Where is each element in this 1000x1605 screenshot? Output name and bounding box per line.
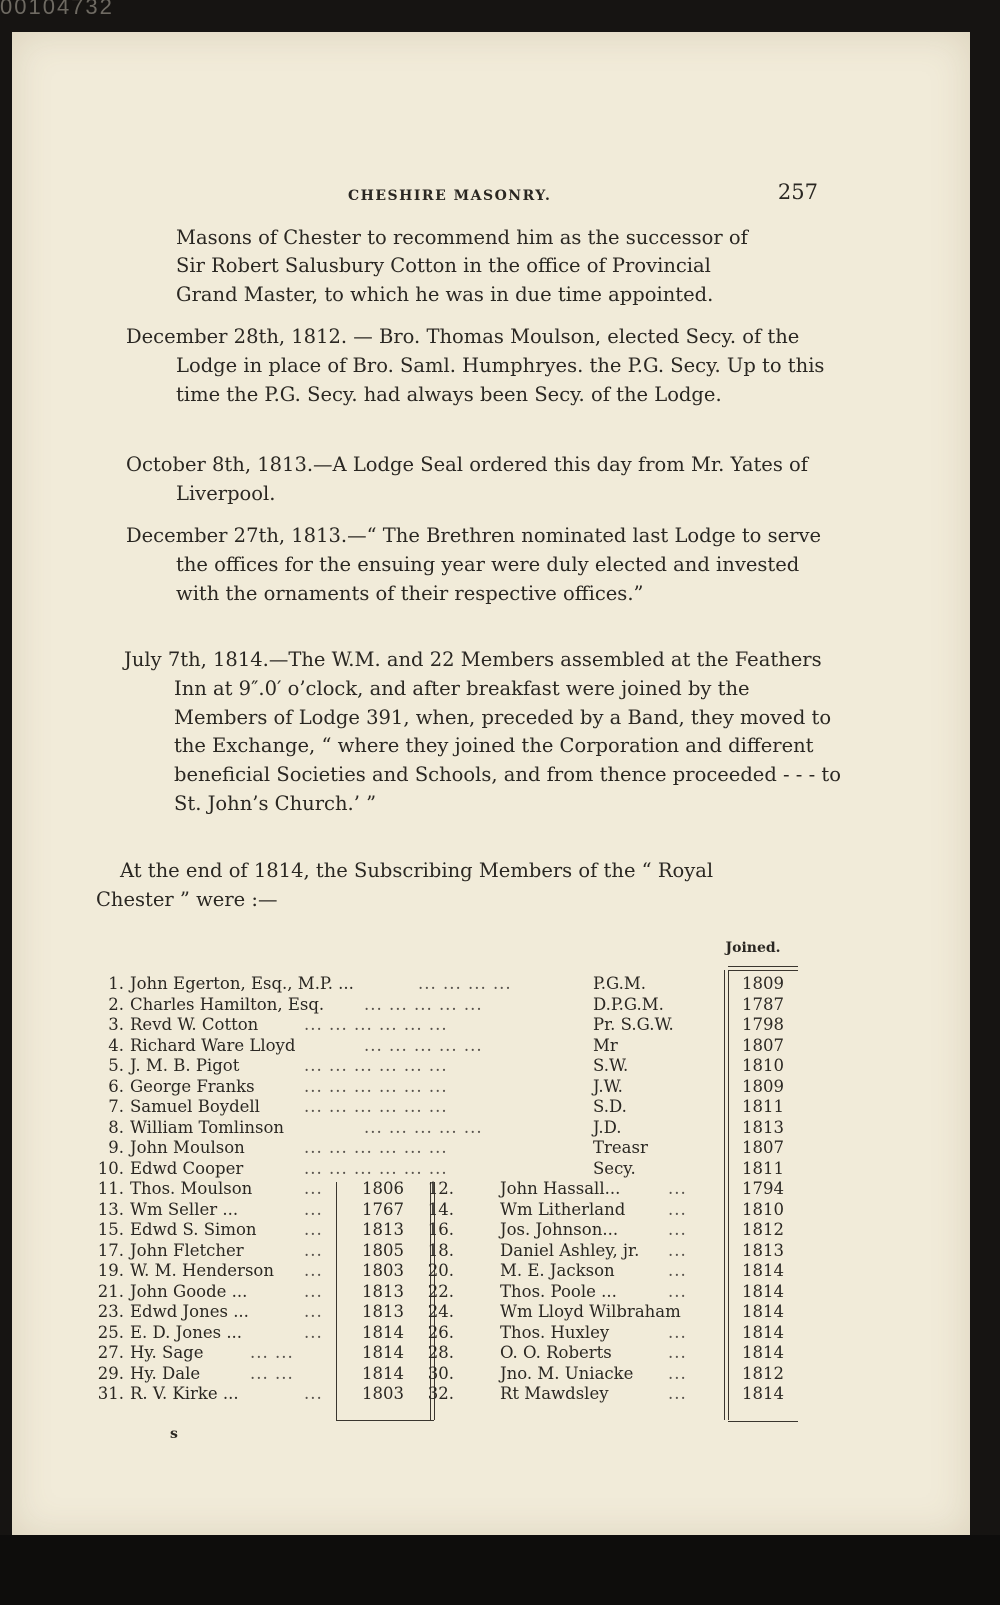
entry-text: W.M. and 22 Members assembled at the Feathers Inn at 9″.0′ o’clock, and after breakfast were joined by the Members of Lodge 391, when, preceded by a Band, they moved to the Exchange, “ where they joined the Corporation and different beneficial Societies and Schools, and from thence proceeded - - - to St. John’s Church.’ ” [174,648,841,815]
joined-column-header: Joined. [725,940,781,956]
officer-row: 3. Revd W. Cotton ... ... ... ... ... ... Pr. S.G.W. 1798 [108,1015,784,1034]
officer-row: 4. Richard Ware Lloyd ... ... ... ... ... Mr 1807 [108,1035,784,1055]
entry-text: Lodge Seal ordered this day from Mr. Yates of Liverpool. [176,453,809,505]
joined-rule-top [728,966,798,967]
officer-row: 5. J. M. B. Pigot ... ... ... ... ... ... S.W. 1810 [108,1056,784,1075]
minute-entry-1812-12-28 [126,323,846,409]
officer-row: 2. Charles Hamilton, Esq. ... ... ... ... ... D.P.G.M. 1787 [108,994,784,1014]
page-header [348,180,818,210]
closing-paragraph: At the end of 1814, the Subscribing Members of the “ Royal Chester ” were :— [96,859,714,911]
entry-date: October 8th, 1813.—A [126,453,347,476]
scan-bottom-edge [0,1535,1000,1605]
officer-row: 1. John Egerton, Esq., M.P. ... ... ... ... ... P.G.M. 1809 [108,974,784,993]
member-pair-row: 13. Wm Seller ... ... 1767 14. Wm Litherland ... 1810 [97,1199,784,1219]
entry-date: December 28th, 1812. — Bro. [126,325,421,348]
scan-id: 00104732 [0,0,114,19]
officer-row: 10. Edwd Cooper ... ... ... ... ... ... Secy. 1811 [97,1158,784,1178]
entry-text: nominated last Lodge to serve the offices for the ensuing year were duly elected and invested with the ornaments of their respective offices.” [176,524,822,605]
minute-entry-1813-10-08 [126,451,846,509]
member-pair-row: 31. R. V. Kirke ... ... 1803 32. Rt Mawdsley ... 1814 [97,1384,784,1403]
page-number: 257 [777,180,818,204]
member-pair-row: 29. Hy. Dale ... ... 1814 30. Jno. M. Uniacke ... 1812 [97,1363,784,1383]
entry-date: December 27th, 1813.—“ The Brethren [126,524,516,547]
minute-entry-1814-07-07 [124,646,846,819]
entry-text: Thomas Moulson, elected Secy. of the Lodge in place of Bro. Saml. Humphryes. the P.G. Secy. Up to this time the P.G. Secy. had always been Secy. of the Lodge. [176,325,825,406]
intro-line: Sir Robert Salusbury Cotton in the office of Provincial [176,254,711,277]
member-pair-row: 15. Edwd S. Simon ... 1813 16. Jos. Johnson... ... 1812 [97,1220,784,1239]
officer-row: 9. John Moulson ... ... ... ... ... ... Treasr 1807 [108,1138,784,1157]
minute-entry-1813-12-27 [126,522,846,608]
officer-row: 8. William Tomlinson ... ... ... ... ... J.D. 1813 [108,1117,784,1137]
entry-date: July 7th, 1814.—The [124,648,326,671]
member-pair-row: 21. John Goode ... ... 1813 22. Thos. Poole ... ... 1814 [97,1281,784,1301]
intro-line: Grand Master, to which he was in due time appointed. [176,283,714,306]
left-years-rule-bottom [336,1420,434,1421]
member-pair-row: 25. E. D. Jones ... ... 1814 26. Thos. Huxley ... 1814 [97,1322,784,1342]
running-title: CHESHIRE MASONRY. [348,188,552,204]
officer-row: 7. Samuel Boydell ... ... ... ... ... ... S.D. 1811 [108,1097,784,1116]
intro-line: Masons of Chester to recommend him as the successor of [176,226,748,249]
member-pair-row: 17. John Fletcher ... 1805 18. Daniel Ashley, jr. ... 1813 [97,1240,784,1260]
member-pair-row: 23. Edwd Jones ... ... 1813 24. Wm Lloyd Wilbraham 1814 [97,1302,784,1321]
signature-mark: s [170,1426,178,1442]
member-pair-row: 11. Thos. Moulson ... 1806 12. John Hassall... ... 1794 [97,1179,784,1198]
member-pair-row: 19. W. M. Henderson ... 1803 20. M. E. Jackson ... 1814 [97,1261,784,1280]
joined-rule-top-2 [728,970,798,971]
officer-row: 6. George Franks ... ... ... ... ... ... J.W. 1809 [108,1076,784,1096]
joined-rule-bottom [728,1421,798,1422]
member-pair-row: 27. Hy. Sage ... ... 1814 28. O. O. Roberts ... 1814 [97,1343,784,1362]
